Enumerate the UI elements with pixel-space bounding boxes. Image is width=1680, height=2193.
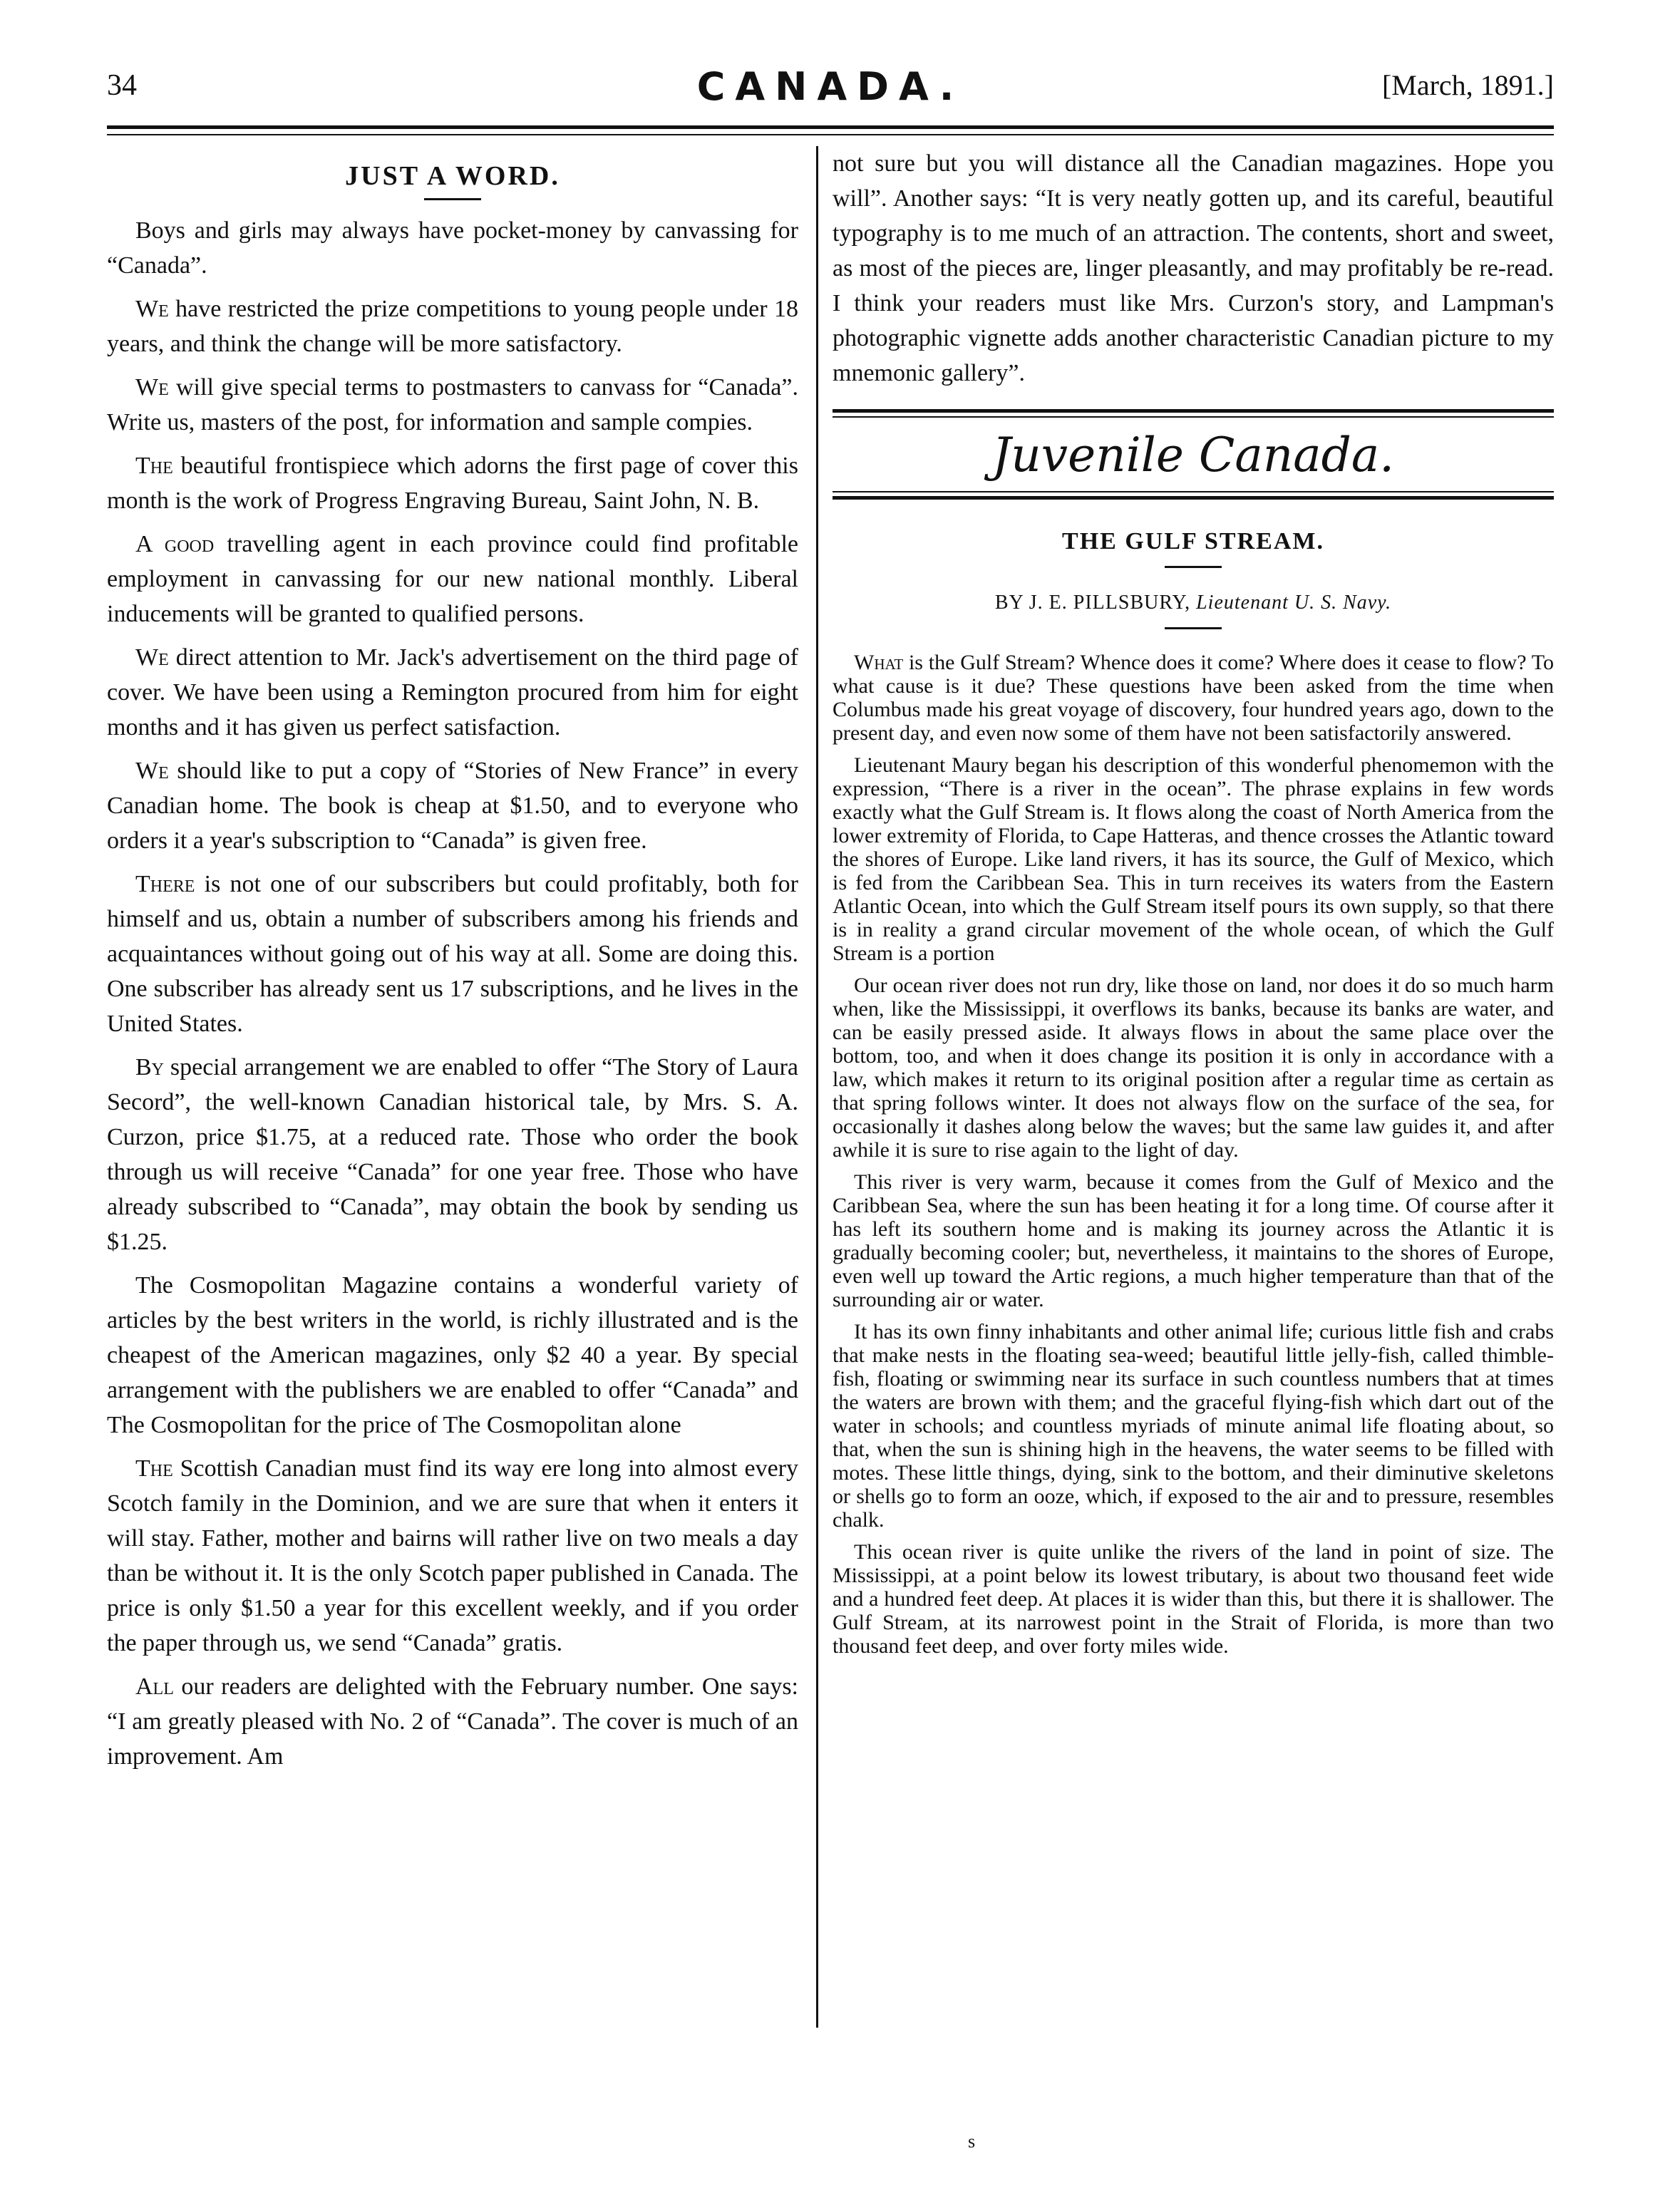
paragraph-body: It has its own finny inhabitants and other animal life; curious little fish and crabs that make nests in the floating sea-weed; beautiful little jelly-fish, called thimble-fish, floating or swimming near its surface in such countless numbers that at times the waters are brown with them; and the graceful flying-fish which dart out of the water in schools; and countless myriads of minute animal life floating about, so that, when the sun is shining high in the heavens, the water seems to be filled with motes. These little things, dying, sink to the bottom, and their diminutive skeletons or shells go to form an ooze, which, if exposed to the air and to pressure, resembles chalk.	[833, 1320, 1554, 1532]
page-header	[107, 64, 1554, 118]
right-column	[833, 146, 1554, 1666]
paragraph	[833, 1540, 1554, 1658]
paragraph-body: Scottish Canadian must find its way ere long into almost every Scotch family in the Dominion, and we are sure that when it enters it will stay. Father, mother and bairns will rather live on two meals a day than be without it. It is the only Scotch paper published in Canada. The price is only $1.50 a year for this excellent weekly, and if you order the paper through us, we send “Canada” gratis.	[107, 1455, 798, 1656]
issue-date: [March, 1891.]	[1381, 69, 1554, 101]
paragraph-body: Our ocean river does not run dry, like those on land, nor does it do so much harm when, like the Mississippi, it overflows its banks, because its banks are water, and can be easily pressed aside. It always flows in about the same place over the bottom, too, and when it does change its position it is only in accordance with a law, which makes it return to its original position after a regular time as certain as that spring follows winter. It does not always flow on the surface of the sea, for occasionally it dashes along below the waves; but the same law guides it, and after awhile it is sure to rise again to the light of day.	[833, 974, 1554, 1162]
byline-author: BY J. E. PILLSBURY,	[994, 592, 1191, 614]
paragraph-lead: All	[135, 1673, 174, 1700]
paragraph-body: direct attention to Mr. Jack's advertisement on the third page of cover. We have been using a Remington procured from him for eight months and it has given us perfect satisfaction.	[107, 644, 798, 741]
paragraph-lead: We	[135, 758, 169, 784]
paragraph	[107, 640, 798, 745]
byline-title: Lieutenant U. S. Navy.	[1196, 592, 1392, 614]
paragraph	[833, 753, 1554, 965]
double-rule-lower	[833, 491, 1554, 500]
column-divider	[816, 146, 818, 2028]
paragraph-body: special arrangement we are enabled to offer “The Story of Laura Secord”, the well-known Canadian historical tale, by Mrs. S. A. Curzon, price $1.75, at a reduced rate. Those who order the book through us will receive “Canada” for one year free. Those who have already subscribed to “Canada”, may obtain the book by sending us $1.25.	[107, 1054, 798, 1255]
left-paragraphs	[107, 213, 798, 1774]
article-body	[833, 651, 1554, 1658]
continuation-paragraph: not sure but you will distance all the Canadian magazines. Hope you will”. Another says: “It is very neatly gotten up, and its careful, beautiful typography is to me much of an attraction. The contents, short and sweet, as most of the pieces are, linger pleasantly, and may profitably be re-read. I think your readers must like Mrs. Curzon's story, and Lampman's photographic vignette adds another characteristic Canadian picture to my mnemonic gallery”.	[833, 150, 1554, 386]
section-heading: JUST A WORD.	[345, 161, 560, 191]
paragraph-body: travelling agent in each province could find profitable employment in canvassing for our new national monthly. Liberal inducements will be granted to qualified persons.	[107, 531, 798, 627]
footer-mark: s	[968, 2131, 976, 2152]
paragraph-lead: We	[135, 644, 169, 671]
short-rule	[424, 198, 481, 200]
paragraph-body: is the Gulf Stream? Whence does it come? Where does it cease to flow? To what cause is it due? These questions have been asked from the time when Columbus made his great voyage of discovery, four hundred years ago, down to the present day, and even now some of them have not been satisfactorily answered.	[833, 651, 1554, 745]
paragraph-lead: By	[135, 1054, 165, 1080]
paragraph	[107, 867, 798, 1041]
paragraph	[833, 1170, 1554, 1311]
paragraph-body: have restricted the prize competitions to young people under 18 years, and think the change will be more satisfactory.	[107, 296, 798, 357]
paragraph-body: our readers are delighted with the February number. One says: “I am greatly pleased with No. 2 of “Canada”. The cover is much of an improvement. Am	[107, 1673, 798, 1770]
paragraph-body: is not one of our subscribers but could profitably, both for himself and us, obtain a number of subscribers among his friends and acquaintances without going out of his way at all. Some are doing this. One subscriber has already sent us 17 subscriptions, and he lives in the United States.	[107, 871, 798, 1037]
paragraph	[107, 1050, 798, 1259]
paragraph	[107, 1268, 798, 1443]
paragraph	[833, 651, 1554, 745]
section-title: Juvenile Canada.	[991, 428, 1395, 483]
paragraph-body: The Cosmopolitan Magazine contains a wonderful variety of articles by the best writers in the world, is richly illustrated and is the cheapest of the American magazines, only $2 40 a year. By special arrangement with the publishers we are enabled to offer “Canada” and The Cosmopolitan for the price of The Cosmopolitan alone	[107, 1272, 798, 1438]
paragraph	[107, 291, 798, 361]
paragraph-lead: A good	[135, 531, 215, 557]
paragraph	[107, 370, 798, 440]
double-rule	[833, 409, 1554, 418]
paragraph	[107, 753, 798, 858]
paragraph	[833, 1320, 1554, 1532]
paragraph-body: Boys and girls may always have pocket-money by canvassing for “Canada”.	[107, 217, 798, 279]
header-rule-thick	[107, 125, 1554, 129]
byline	[833, 585, 1554, 620]
paragraph-lead: We	[135, 374, 169, 401]
paragraph	[107, 527, 798, 631]
paragraph-body: will give special terms to postmasters to canvass for “Canada”. Write us, masters of the post, for information and sample compies.	[107, 374, 798, 435]
paragraph-body: This river is very warm, because it comes from the Gulf of Mexico and the Caribbean Sea, where the sun has been heating it for a long time. Of course after it has left its southern home and is making its journey across the Atlantic it is gradually becoming cooler; but, nevertheless, it maintains to the shores of Europe, even well up toward the Artic regions, a much higher temperature than that of the surrounding air or water.	[833, 1170, 1554, 1311]
paragraph	[107, 213, 798, 283]
paragraph	[833, 974, 1554, 1162]
paragraph	[107, 448, 798, 518]
paragraph-lead: What	[854, 651, 904, 674]
paragraph-lead: There	[135, 871, 195, 897]
page-number: 34	[107, 69, 137, 102]
paragraph-body: Lieutenant Maury began his description of this wonderful phenomemon with the expression, “There is a river in the ocean”. The phrase explains in few words exactly what the Gulf Stream is. It flows along the coast of North America from the lower extremity of Florida, to Cape Hatteras, and thence crosses the Atlantic toward the shores of Europe. Like land rivers, it has its source, the Gulf of Mexico, which is fed from the Caribbean Sea. This in turn receives its waters from the Eastern Atlantic Ocean, into which the Gulf Stream itself pours its own supply, so that there is in reality a grand circular movement of the whole ocean, of which the Gulf Stream is a portion	[833, 753, 1554, 965]
masthead: CANADA.	[696, 64, 964, 109]
header-rule-thin	[107, 134, 1554, 135]
short-rule	[1165, 627, 1222, 629]
paragraph-body: should like to put a copy of “Stories of New France” in every Canadian home. The book is cheap at $1.50, and to everyone who orders it a year's subscription to “Canada” is given free.	[107, 758, 798, 854]
paragraph-lead: The	[135, 1455, 173, 1482]
paragraph-lead: The	[135, 453, 173, 479]
paragraph-lead: We	[135, 296, 169, 322]
paragraph	[107, 1669, 798, 1774]
article-title: THE GULF STREAM.	[1062, 528, 1324, 554]
paragraph-body: beautiful frontispiece which adorns the first page of cover this month is the work of Progress Engraving Bureau, Saint John, N. B.	[107, 453, 798, 514]
left-column	[107, 146, 798, 1782]
short-rule	[1165, 566, 1222, 568]
paragraph-body: This ocean river is quite unlike the rivers of the land in point of size. The Mississippi, at a point below its lowest tributary, is about two thousand feet wide and a hundred feet deep. At places it is wider than this, but there it is shallower. The Gulf Stream, at its narrowest point in the Strait of Florida, is more than two thousand feet deep, and over forty miles wide.	[833, 1540, 1554, 1658]
paragraph	[107, 1451, 798, 1661]
